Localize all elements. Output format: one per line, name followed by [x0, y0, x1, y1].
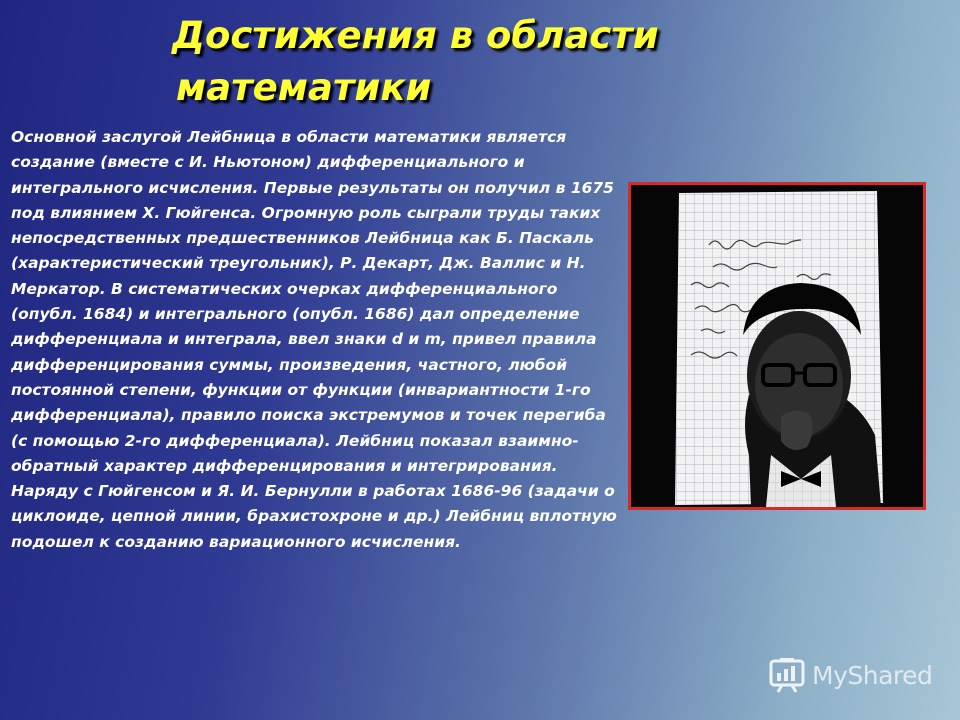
slide-title-line-2: математики	[176, 66, 432, 109]
slide-body-text: Основной заслугой Лейбница в области математики является создание (вместе с И. Ньютоном) дифференциального и интегрального исчисления. Первые результаты он получил в 1675 под влиянием X. Гюйгенса. Огромную роль сыграли труды таких непосредственных предшественников Лейбница как Б. Паскаль (характеристический треугольник), Р. Декарт, Дж. Валлис и Н. Меркатор. В систематических очерках дифференциального (опубл. 1684) и интегрального (опубл. 1686) дал определение дифференциала и интеграла, ввел знаки d и m, привел правила дифференцирования суммы, произведения, частного, любой постоянной степени, функции от функции (инвариантности 1-го дифференциала), правило поиска экстремумов и точек перегиба (с помощью 2-го дифференциала). Лейбниц показал взаимно-обратный характер дифференцирования и интегрирования. Наряду с Гюйгенсом и Я. И. Бернулли в работах 1686-96 (задачи о циклоиде, цепной линии, брахистохроне и др.) Лейбниц вплотную подошел к созданию вариационного исчисления.	[11, 128, 617, 551]
myshared-watermark	[768, 655, 932, 695]
presentation-board-icon	[768, 657, 806, 693]
portrait-photo	[628, 182, 926, 510]
slide-title-line-1: Достижения в области	[172, 14, 659, 57]
slide-title	[172, 10, 772, 114]
watermark-label: MyShared	[812, 660, 933, 690]
portrait-photo-illustration	[631, 185, 923, 507]
